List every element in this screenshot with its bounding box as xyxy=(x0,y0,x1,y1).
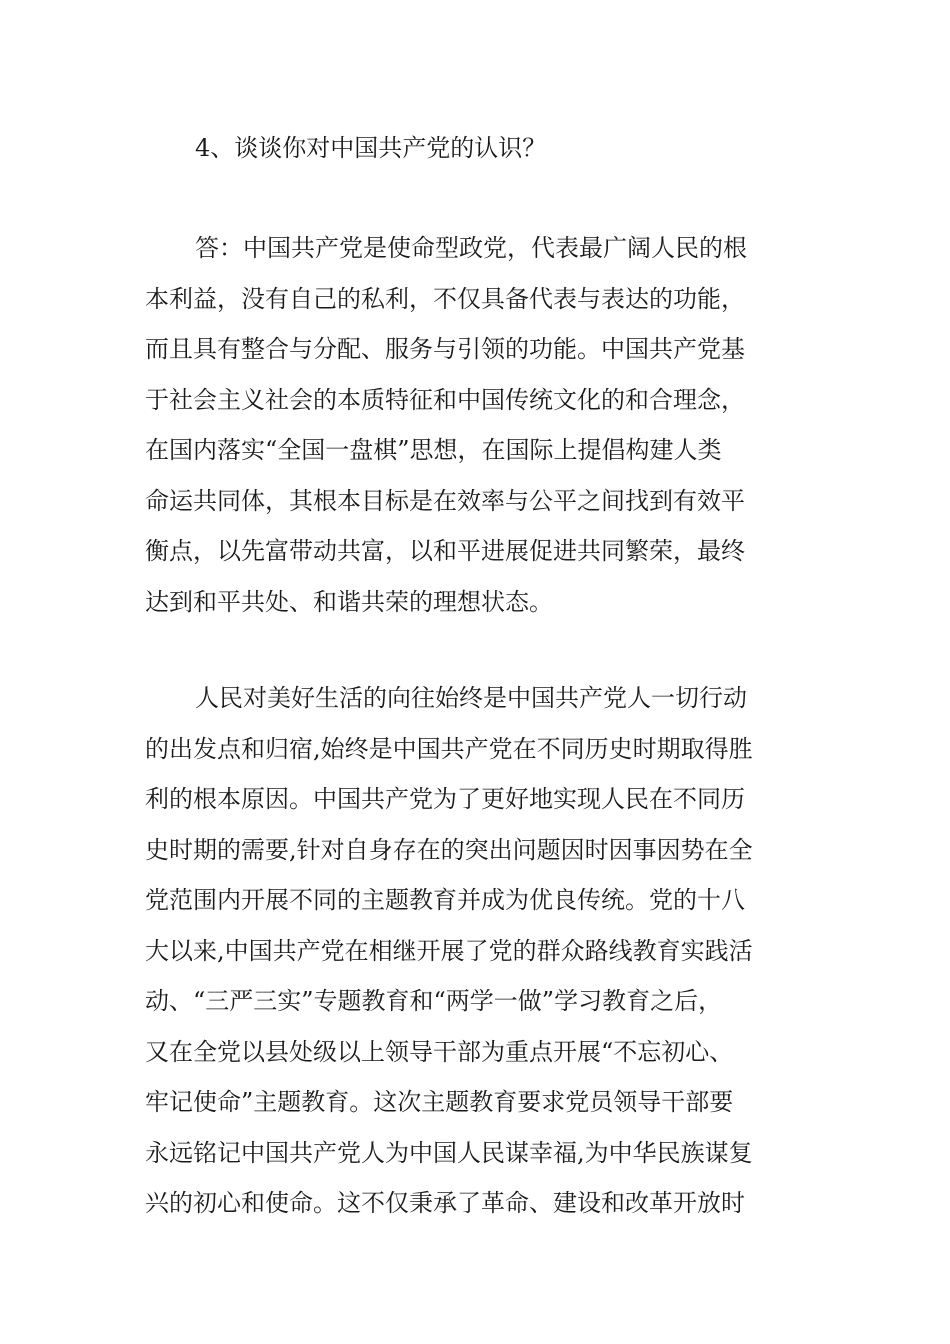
paragraph-line: 的出发点和归宿,始终是中国共产党在不同历史时期取得胜 xyxy=(145,734,753,763)
paragraph-line: 大以来,中国共产党在相继开展了党的群众路线教育实践活 xyxy=(145,936,753,965)
paragraph-line: 党范围内开展不同的主题教育并成为优良传统。党的十八 xyxy=(145,886,745,914)
paragraph-line: 牢记使命”主题教育。这次主题教育要求党员领导干部要 xyxy=(145,1088,734,1116)
paragraph-line: 本利益，没有自己的私利，不仅具备代表与表达的功能， xyxy=(145,284,745,313)
paragraph-line: 永远铭记中国共产党人为中国人民谋幸福,为中华民族谋复 xyxy=(145,1138,753,1167)
answer-paragraph xyxy=(145,232,810,636)
paragraph-line: 人民对美好生活的向往始终是中国共产党人一切行动 xyxy=(195,684,747,712)
paragraph-line: 史时期的需要,针对自身存在的突出问题因时因事因势在全 xyxy=(145,835,753,864)
paragraph-line: 而且具有整合与分配、服务与引领的功能。中国共产党基 xyxy=(145,335,745,363)
paragraph-line: 又在全党以县处级以上领导干部为重点开展“不忘初心、 xyxy=(145,1037,734,1066)
paragraph-line: 动、“三严三实”专题教育和“两学一做”学习教育之后， xyxy=(145,987,723,1015)
question-heading: 4、谈谈你对中国共产党的认识？ xyxy=(195,134,547,162)
paragraph-line: 兴的初心和使命。这不仅秉承了革命、建设和改革开放时 xyxy=(145,1189,745,1217)
paragraph-line: 答：中国共产党是使命型政党，代表最广阔人民的根 xyxy=(195,234,747,262)
paragraph-line: 达到和平共处、和谐共荣的理想状态。 xyxy=(145,587,553,616)
paragraph-line: 于社会主义社会的本质特征和中国传统文化的和合理念， xyxy=(145,385,745,414)
paragraph-line: 命运共同体，其根本目标是在效率与公平之间找到有效平 xyxy=(145,486,745,515)
body-paragraph xyxy=(145,682,810,1238)
paragraph-line: 利的根本原因。中国共产党为了更好地实现人民在不同历 xyxy=(145,785,745,813)
paragraph-line: 衡点，以先富带动共富，以和平进展促进共同繁荣，最终 xyxy=(145,537,745,565)
paragraph-line: 在国内落实“全国一盘棋”思想，在国际上提倡构建人类 xyxy=(145,436,722,464)
